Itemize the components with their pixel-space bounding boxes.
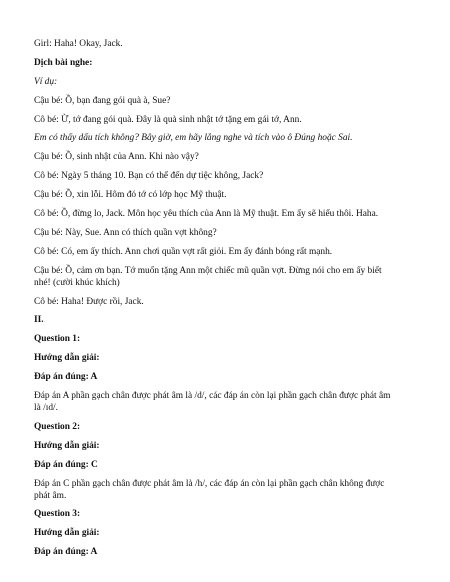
- guide-heading: Hướng dẫn giải:: [34, 528, 100, 539]
- guide-heading: Hướng dẫn giải:: [34, 353, 100, 364]
- section-heading: Dịch bài nghe:: [34, 57, 93, 68]
- dialogue-line-continued: nhé! (cười khúc khích): [34, 277, 120, 288]
- dialogue-line: Cô bé: Ồ, đừng lo, Jack. Môn học yêu thích của Ann là Mỹ thuật. Em ấy sẽ hiểu thôi. Haha.: [34, 209, 379, 220]
- document-page: [34, 38, 424, 565]
- explanation-paragraph: [34, 478, 424, 502]
- dialogue-line: Cô bé: Ừ, tớ đang gói quà. Đây là quà sinh nhật tớ tặng em gái tớ, Ann.: [34, 114, 302, 125]
- dialogue-line: Cậu bé: Ồ, bạn đang gói quà à, Sue?: [34, 95, 171, 106]
- dialogue-line: Cô bé: Haha! Được rồi, Jack.: [34, 296, 144, 307]
- dialogue-paragraph: [34, 265, 424, 289]
- dialogue-line: Cậu bé: Ồ, xin lỗi. Hôm đó tớ có lớp học Mỹ thuật.: [34, 190, 227, 201]
- part-heading: II.: [34, 315, 44, 326]
- dialogue-line: Cô bé: Ngày 5 tháng 10. Bạn có thể đến dự tiệc không, Jack?: [34, 171, 264, 182]
- explanation-line: Đáp án A phần gạch chân được phát âm là /d/, các đáp án còn lại phần gạch chân được phát âm: [34, 391, 391, 402]
- answer-line: Đáp án đúng: A: [34, 547, 98, 558]
- question-heading: Question 3:: [34, 509, 81, 520]
- guide-heading: Hướng dẫn giải:: [34, 440, 100, 451]
- dialogue-line: Cô bé: Có, em ấy thích. Ann chơi quần vợt rất giỏi. Em ấy đánh bóng rất mạnh.: [34, 246, 333, 257]
- dialogue-line: Cậu bé: Này, Sue. Ann có thích quần vợt không?: [34, 227, 217, 238]
- dialogue-line: Cậu bé: Ồ, cảm ơn bạn. Tớ muốn tặng Ann một chiếc mũ quần vợt. Đừng nói cho em ấy biết: [34, 265, 382, 276]
- question-heading: Question 1:: [34, 334, 81, 345]
- explanation-line-continued: là /ɪd/.: [34, 403, 58, 414]
- question-heading: Question 2:: [34, 421, 81, 432]
- answer-line: Đáp án đúng: A: [34, 372, 98, 383]
- answer-line: Đáp án đúng: C: [34, 459, 98, 470]
- dialogue-line: Girl: Haha! Okay, Jack.: [34, 39, 123, 49]
- explanation-line: Đáp án C phần gạch chân được phát âm là /h/, các đáp án còn lại phần gạch chân không được: [34, 478, 385, 489]
- dialogue-line: Cậu bé: Ồ, sinh nhật của Ann. Khi nào vậy?: [34, 152, 199, 163]
- explanation-paragraph: [34, 390, 424, 414]
- example-label: Ví dụ:: [34, 76, 58, 87]
- instruction-line: Em có thấy dấu tích không? Bây giờ, em hãy lắng nghe và tích vào ô Đúng hoặc Sai.: [34, 133, 353, 144]
- explanation-line-continued: phát âm.: [34, 490, 67, 501]
